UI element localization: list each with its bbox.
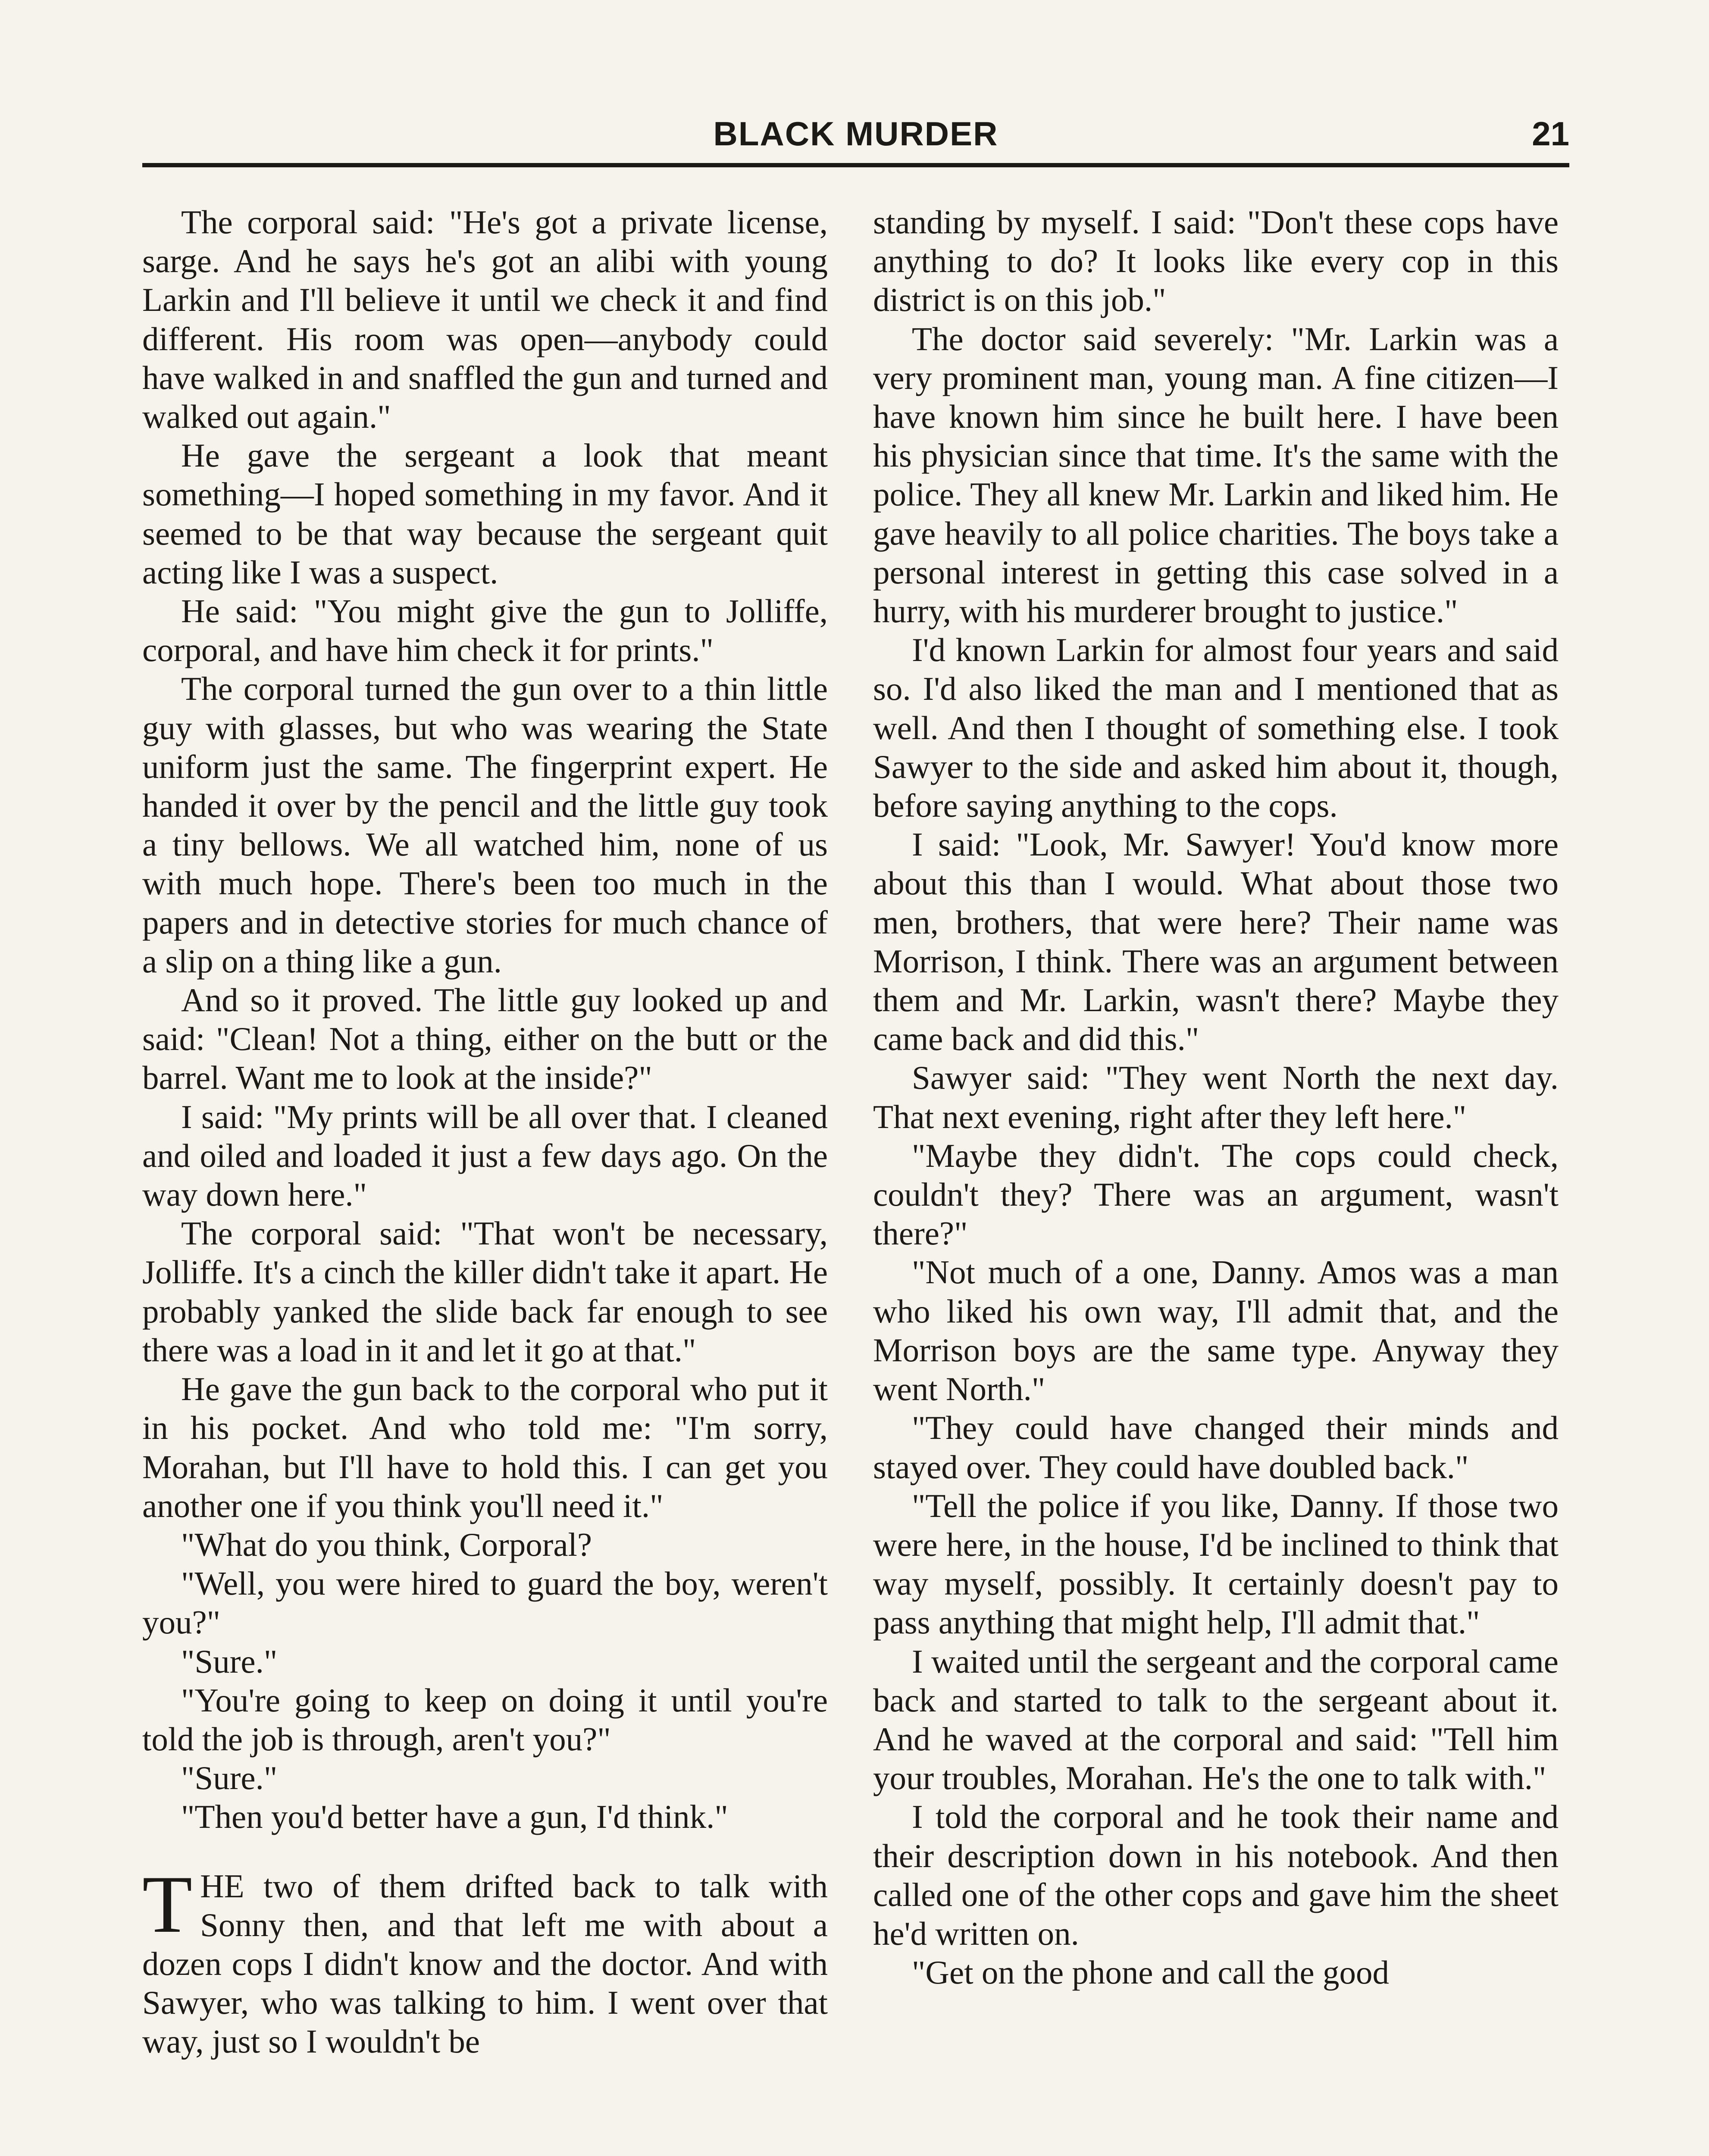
paragraph: "Not much of a one, Danny. Amos was a man who liked his own way, I'll admit that, and the Morrison boys are the same type. Anyway they went North." <box>873 1253 1559 1408</box>
paragraph: "Then you'd better have a gun, I'd think." <box>181 1798 728 1836</box>
paragraph: I'd known Larkin for almost four years and said so. I'd also liked the man and I mentioned that as well. And then I thought of something else. I took Sawyer to the side and asked him about it, though, before saying anything to the cops. <box>873 631 1559 824</box>
paragraph: "Well, you were hired to guard the boy, weren't you?" <box>142 1565 828 1641</box>
section-lead-paragraph <box>142 1859 828 2061</box>
paragraph: I told the corporal and he took their name and their description down in his notebook. And then called one of the other cops and gave him the sheet he'd written on. <box>873 1798 1559 1952</box>
page-header <box>142 114 1569 162</box>
paragraph: Sawyer said: "They went North the next day. That next evening, right after they left here." <box>873 1059 1559 1135</box>
paragraph: "They could have changed their minds and stayed over. They could have doubled back." <box>873 1409 1559 1485</box>
paragraph: I said: "My prints will be all over that. I cleaned and oiled and loaded it just a few days ago. On the way down here." <box>142 1098 828 1213</box>
paragraph: "What do you think, Corporal? <box>181 1526 592 1563</box>
page-number: 21 <box>1532 115 1569 153</box>
paragraph: And so it proved. The little guy looked up and said: "Clean! Not a thing, either on the butt or the barrel. Want me to look at the inside?" <box>142 981 828 1097</box>
paragraph: "Tell the police if you like, Danny. If those two were here, in the house, I'd be inclined to think that way myself, possibly. It certainly doesn't pay to pass anything that might help, I'll admit that." <box>873 1487 1559 1641</box>
paragraph: The doctor said severely: "Mr. Larkin was a very prominent man, young man. A fine citizen—I have known him since he built here. I have been his physician since that time. It's the same with the police. They all knew Mr. Larkin and liked him. He gave heavily to all police charities. The boys take a personal interest in getting this case solved in a hurry, with his murderer brought to justice." <box>873 320 1559 630</box>
section-lead-text: HE two of them drifted back to talk with Sonny then, and that left me with about a dozen cops I didn't know and the doctor. And with Sawyer, who was talking to him. I went over that way, just so I wouldn't be <box>142 1867 828 2060</box>
paragraph: He gave the sergeant a look that meant something—I hoped something in my favor. And it seemed to be that way because the sergeant quit acting like I was a suspect. <box>142 437 828 591</box>
paragraph: I said: "Look, Mr. Sawyer! You'd know more about this than I would. What about those two men, brothers, that were here? Their name was Morrison, I think. There was an argument between them and Mr. Larkin, wasn't there? Maybe they came back and did this." <box>873 826 1559 1058</box>
paragraph: "Sure." <box>181 1759 278 1797</box>
right-column <box>873 203 1559 2156</box>
paragraph: He gave the gun back to the corporal who put it in his pocket. And who told me: "I'm sorry, Morahan, but I'll have to hold this. I can get you another one if you think you'll need it." <box>142 1370 828 1524</box>
paragraph: "You're going to keep on doing it until you're told the job is through, aren't you?" <box>142 1681 828 1758</box>
paragraph: The corporal turned the gun over to a thin little guy with glasses, but who was wearing the State uniform just the same. The fingerprint expert. He handed it over by the pencil and the little guy took a tiny bellows. We all watched him, none of us with much hope. There's been too much in the papers and in detective stories for much chance of a slip on a thing like a gun. <box>142 670 828 980</box>
paragraph: He said: "You might give the gun to Jolliffe, corporal, and have him check it for prints." <box>142 592 828 669</box>
paragraph: "Sure." <box>181 1642 278 1680</box>
header-rule <box>142 163 1569 167</box>
paragraph: The corporal said: "He's got a private license, sarge. And he says he's got an alibi with young Larkin and I'll believe it until we check it and find different. His room was open—anybody could have walked in and snaffled the gun and turned and walked out again." <box>142 204 828 436</box>
drop-cap: T <box>142 1859 193 1950</box>
left-column <box>142 203 828 2156</box>
continued-paragraph: standing by myself. I said: "Don't these cops have anything to do? It looks like every cop in this district is on this job." <box>873 204 1559 319</box>
paragraph: "Get on the phone and call the good <box>912 1954 1389 1991</box>
paragraph: "Maybe they didn't. The cops could check, couldn't they? There was an argument, wasn't there?" <box>873 1137 1559 1252</box>
section-break <box>142 1836 828 1867</box>
paragraph: The corporal said: "That won't be necessary, Jolliffe. It's a cinch the killer didn't take it apart. He probably yanked the slide back far enough to see there was a load in it and let it go at that." <box>142 1215 828 1369</box>
paragraph: I waited until the sergeant and the corporal came back and started to talk to the sergeant about it. And he waved at the corporal and said: "Tell him your troubles, Morahan. He's the one to talk with." <box>873 1642 1559 1797</box>
running-title: BLACK MURDER <box>713 115 998 153</box>
